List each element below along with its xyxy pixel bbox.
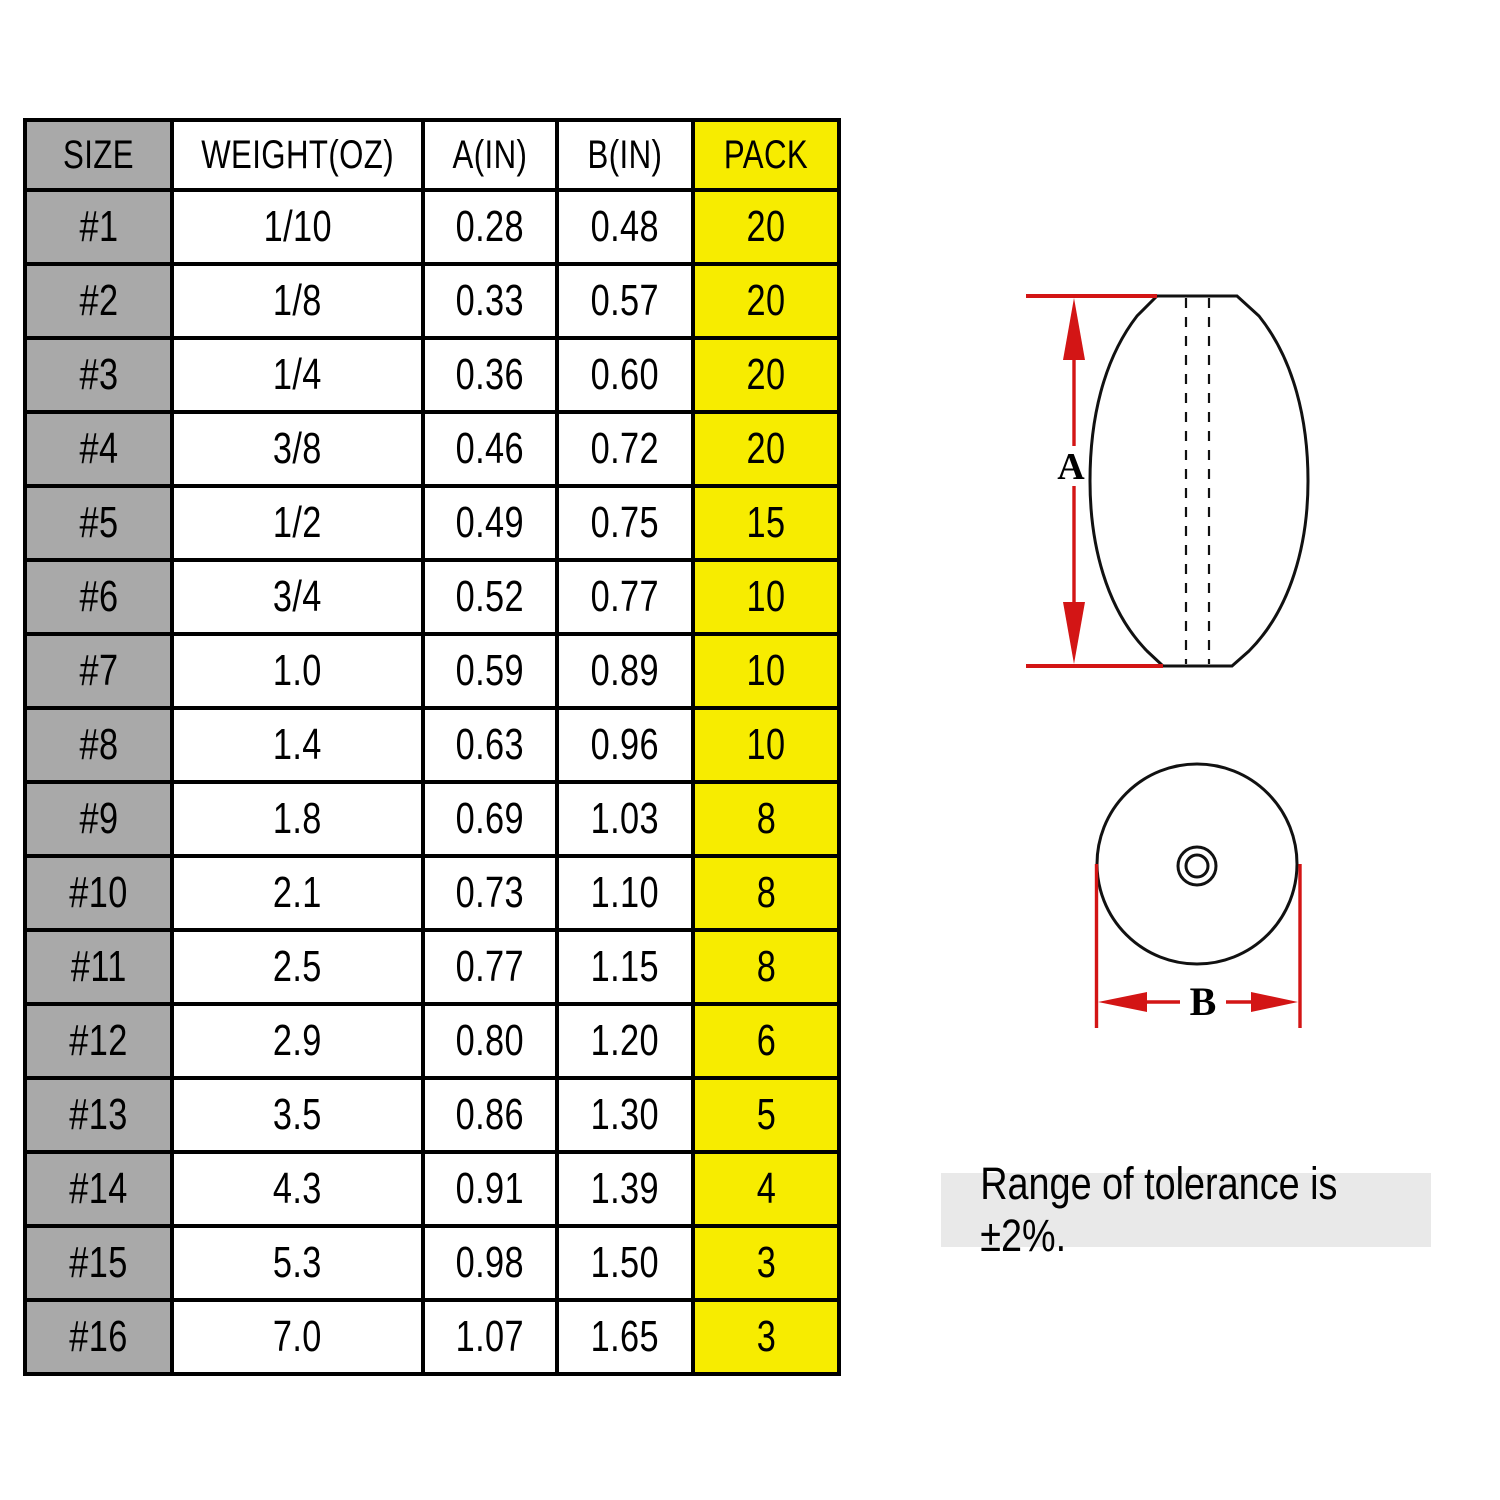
cell-b [557, 264, 693, 338]
size-value: #8 [79, 720, 118, 769]
spec-table [23, 118, 841, 1376]
weight-value: 2.9 [273, 1016, 323, 1065]
cell-weight [172, 1152, 423, 1226]
cell-size [25, 708, 172, 782]
pack-value: 8 [756, 794, 776, 843]
cell-a [423, 1300, 557, 1374]
a-value: 0.52 [455, 572, 525, 621]
a-value: 0.49 [455, 498, 525, 547]
cell-size [25, 856, 172, 930]
cell-size [25, 190, 172, 264]
cell-a [423, 1078, 557, 1152]
cell-pack [693, 1300, 839, 1374]
b-value: 1.65 [590, 1312, 660, 1361]
pack-value: 8 [756, 868, 776, 917]
hole-outer-circle [1178, 847, 1216, 885]
cell-weight [172, 264, 423, 338]
size-value: #6 [79, 572, 118, 621]
cell-b [557, 1152, 693, 1226]
size-value: #11 [70, 942, 127, 991]
sinker-side-view-shape [1090, 296, 1308, 666]
b-value: 0.57 [590, 276, 660, 325]
a-value: 0.86 [455, 1090, 525, 1139]
b-value: 0.89 [590, 646, 660, 695]
dimension-a-label: A [1057, 446, 1085, 488]
cell-size [25, 1004, 172, 1078]
cell-pack [693, 856, 839, 930]
pack-value: 20 [746, 202, 786, 251]
cell-a [423, 634, 557, 708]
size-value: #1 [79, 202, 118, 251]
cell-b [557, 930, 693, 1004]
a-value: 0.98 [455, 1238, 525, 1287]
cell-pack [693, 486, 839, 560]
weight-value: 2.1 [273, 868, 323, 917]
a-value: 0.28 [455, 202, 525, 251]
cell-pack [693, 1004, 839, 1078]
column-header-weight [172, 120, 423, 190]
a-value: 0.91 [455, 1164, 525, 1213]
size-value: #9 [79, 794, 118, 843]
cell-b [557, 1300, 693, 1374]
a-value: 0.77 [455, 942, 525, 991]
weight-value: 4.3 [273, 1164, 323, 1213]
cell-weight [172, 486, 423, 560]
cell-pack [693, 708, 839, 782]
cell-weight [172, 1078, 423, 1152]
cell-pack [693, 338, 839, 412]
pack-value: 5 [756, 1090, 776, 1139]
cell-pack [693, 1226, 839, 1300]
cell-weight [172, 708, 423, 782]
a-value: 0.46 [455, 424, 525, 473]
cell-b [557, 708, 693, 782]
b-value: 0.72 [590, 424, 660, 473]
pack-value: 15 [746, 498, 786, 547]
size-value: #7 [79, 646, 118, 695]
size-value: #13 [69, 1090, 128, 1139]
table-row [25, 338, 839, 412]
cell-pack [693, 782, 839, 856]
cell-weight [172, 1004, 423, 1078]
pack-value: 10 [746, 720, 786, 769]
pack-value: 8 [756, 942, 776, 991]
size-value: #2 [79, 276, 118, 325]
size-value: #16 [69, 1312, 128, 1361]
cell-b [557, 338, 693, 412]
table-row [25, 486, 839, 560]
cell-b [557, 856, 693, 930]
size-value: #5 [79, 498, 118, 547]
cell-size [25, 782, 172, 856]
cell-b [557, 190, 693, 264]
weight-value: 3/4 [273, 572, 323, 621]
table-row [25, 1226, 839, 1300]
table-row [25, 856, 839, 930]
cell-a [423, 264, 557, 338]
size-value: #15 [69, 1238, 128, 1287]
a-value: 0.63 [455, 720, 525, 769]
cell-a [423, 1152, 557, 1226]
weight-value: 7.0 [273, 1312, 323, 1361]
cell-pack [693, 930, 839, 1004]
table-row [25, 1078, 839, 1152]
weight-value: 3/8 [273, 424, 323, 473]
cell-pack [693, 1078, 839, 1152]
cell-size [25, 338, 172, 412]
table-row [25, 1300, 839, 1374]
b-value: 0.75 [590, 498, 660, 547]
table-row [25, 1004, 839, 1078]
cell-b [557, 560, 693, 634]
b-value: 1.20 [590, 1016, 660, 1065]
size-value: #4 [79, 424, 118, 473]
pack-value: 3 [756, 1312, 776, 1361]
pack-value: 6 [756, 1016, 776, 1065]
table-row [25, 560, 839, 634]
weight-value: 1.0 [273, 646, 323, 695]
cell-b [557, 1226, 693, 1300]
cell-weight [172, 634, 423, 708]
cell-b [557, 1078, 693, 1152]
cell-a [423, 930, 557, 1004]
column-header-a-label: A(IN) [452, 132, 528, 177]
size-value: #12 [69, 1016, 128, 1065]
table-row [25, 190, 839, 264]
dim-a-arrowhead-up [1063, 298, 1085, 360]
sinker-dimension-diagram [950, 250, 1370, 1070]
cell-a [423, 190, 557, 264]
a-value: 0.69 [455, 794, 525, 843]
a-value: 0.33 [455, 276, 525, 325]
cell-a [423, 1004, 557, 1078]
weight-value: 2.5 [273, 942, 323, 991]
column-header-size-label: SIZE [63, 132, 134, 177]
cell-a [423, 856, 557, 930]
cell-size [25, 1078, 172, 1152]
weight-value: 1/2 [273, 498, 323, 547]
cell-size [25, 1152, 172, 1226]
tolerance-note [941, 1158, 1431, 1261]
cell-b [557, 782, 693, 856]
cell-pack [693, 560, 839, 634]
cell-b [557, 486, 693, 560]
weight-value: 1.4 [273, 720, 323, 769]
cell-a [423, 412, 557, 486]
pack-value: 4 [756, 1164, 776, 1213]
b-value: 0.48 [590, 202, 660, 251]
cell-b [557, 634, 693, 708]
column-header-size [25, 120, 172, 190]
spec-table-body [25, 190, 839, 1374]
pack-value: 20 [746, 276, 786, 325]
pack-value: 10 [746, 572, 786, 621]
b-value: 1.15 [590, 942, 660, 991]
cell-size [25, 634, 172, 708]
cell-weight [172, 1300, 423, 1374]
cell-pack [693, 412, 839, 486]
b-value: 1.03 [590, 794, 660, 843]
column-header-weight-label: WEIGHT(OZ) [201, 132, 394, 177]
cell-pack [693, 264, 839, 338]
pack-value: 20 [746, 350, 786, 399]
a-value: 1.07 [455, 1312, 525, 1361]
cell-weight [172, 560, 423, 634]
pack-value: 3 [756, 1238, 776, 1287]
cell-weight [172, 338, 423, 412]
a-value: 0.36 [455, 350, 525, 399]
cell-b [557, 1004, 693, 1078]
a-value: 0.80 [455, 1016, 525, 1065]
cell-a [423, 338, 557, 412]
cell-a [423, 486, 557, 560]
cell-size [25, 264, 172, 338]
cell-b [557, 412, 693, 486]
size-value: #10 [69, 868, 128, 917]
column-header-pack-label: PACK [724, 132, 809, 177]
size-value: #14 [69, 1164, 128, 1213]
table-row [25, 412, 839, 486]
table-row [25, 1152, 839, 1226]
weight-value: 3.5 [273, 1090, 323, 1139]
cell-a [423, 708, 557, 782]
size-chart [23, 118, 841, 1376]
b-value: 1.10 [590, 868, 660, 917]
b-value: 1.39 [590, 1164, 660, 1213]
header-row [25, 120, 839, 190]
column-header-pack [693, 120, 839, 190]
weight-value: 5.3 [273, 1238, 323, 1287]
b-value: 0.60 [590, 350, 660, 399]
cell-size [25, 412, 172, 486]
dim-b-arrowhead-left [1098, 992, 1147, 1012]
table-row [25, 264, 839, 338]
dimension-b-label: B [1189, 979, 1217, 1024]
b-value: 0.96 [590, 720, 660, 769]
cell-size [25, 1300, 172, 1374]
table-row [25, 782, 839, 856]
b-value: 1.50 [590, 1238, 660, 1287]
cell-weight [172, 856, 423, 930]
cell-size [25, 560, 172, 634]
column-header-b [557, 120, 693, 190]
table-row [25, 708, 839, 782]
b-value: 1.30 [590, 1090, 660, 1139]
pack-value: 10 [746, 646, 786, 695]
pack-value: 20 [746, 424, 786, 473]
tolerance-note-text: Range of tolerance is ±2%. [980, 1158, 1338, 1261]
column-header-a [423, 120, 557, 190]
cell-size [25, 486, 172, 560]
dim-a-arrowhead-down [1063, 602, 1085, 664]
cell-size [25, 1226, 172, 1300]
cell-size [25, 930, 172, 1004]
weight-value: 1/8 [273, 276, 323, 325]
cell-weight [172, 190, 423, 264]
cell-pack [693, 634, 839, 708]
cell-pack [693, 190, 839, 264]
table-row [25, 930, 839, 1004]
b-value: 0.77 [590, 572, 660, 621]
cell-a [423, 560, 557, 634]
weight-value: 1/10 [263, 202, 332, 251]
dim-b-arrowhead-right [1251, 992, 1298, 1012]
column-header-b-label: B(IN) [587, 132, 663, 177]
weight-value: 1/4 [273, 350, 323, 399]
hole-inner-circle [1186, 855, 1208, 877]
a-value: 0.59 [455, 646, 525, 695]
sinker-bottom-view-circle [1097, 764, 1297, 964]
table-row [25, 634, 839, 708]
size-value: #3 [79, 350, 118, 399]
cell-pack [693, 1152, 839, 1226]
cell-a [423, 782, 557, 856]
weight-value: 1.8 [273, 794, 323, 843]
cell-weight [172, 930, 423, 1004]
cell-weight [172, 1226, 423, 1300]
cell-weight [172, 782, 423, 856]
cell-weight [172, 412, 423, 486]
a-value: 0.73 [455, 868, 525, 917]
cell-a [423, 1226, 557, 1300]
